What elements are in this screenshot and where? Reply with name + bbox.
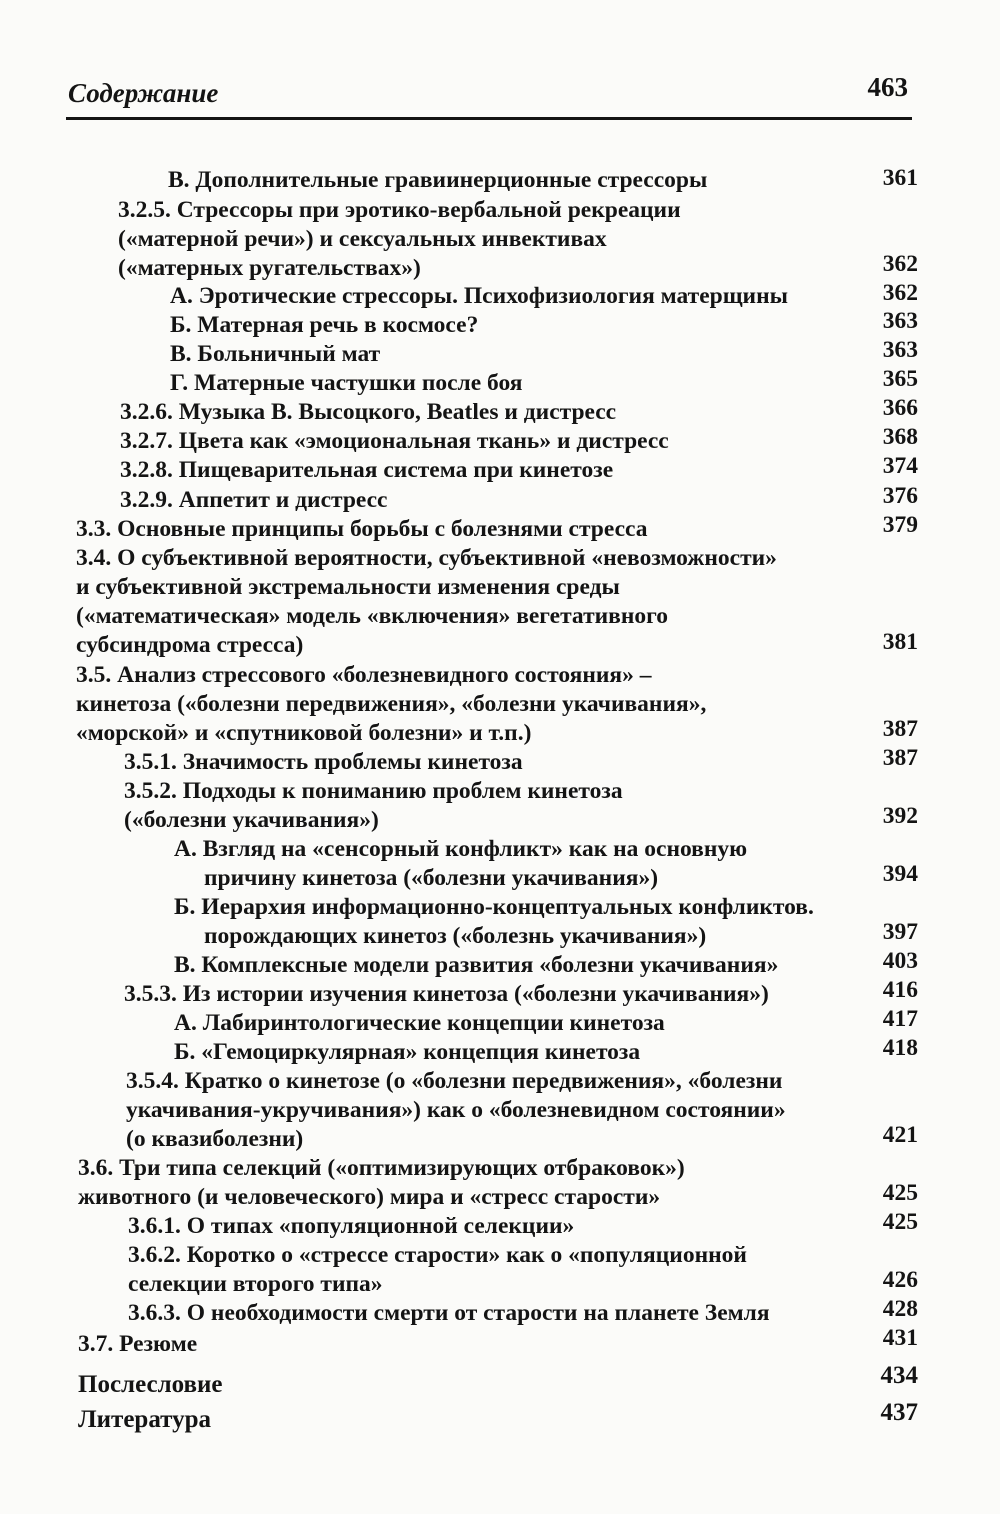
toc-entry-text: («математическая» модель «включения» вегетативного <box>76 603 668 629</box>
toc-entry-page: 361 <box>882 165 918 191</box>
toc-entry-page: 418 <box>882 1035 918 1061</box>
toc-entry-page: 434 <box>880 1362 918 1389</box>
running-head-title: Содержание <box>68 78 219 108</box>
toc-entry-page: 417 <box>882 1006 918 1032</box>
toc-entry-page: 421 <box>882 1122 918 1148</box>
toc-entry-text: 3.6.2. Коротко о «стрессе старости» как о «популяционной <box>128 1242 747 1268</box>
toc-entry-page: 426 <box>882 1267 918 1293</box>
toc-entry-page: 381 <box>882 629 918 655</box>
toc-entry-page: 392 <box>882 803 918 829</box>
toc-entry-text: А. Взгляд на «сенсорный конфликт» как на основную <box>174 836 748 862</box>
toc-entry-text: 3.2.5. Стрессоры при эротико-вербальной рекреации <box>118 197 681 223</box>
toc-entry-text: селекции второго типа» <box>128 1271 383 1297</box>
page-header <box>68 72 910 112</box>
toc-entry-text: («матерных ругательствах») <box>118 255 421 281</box>
toc-entry-page: 403 <box>882 948 918 974</box>
toc-entry-text: причину кинетоза («болезни укачивания») <box>204 865 659 891</box>
toc-entry-text: 3.7. Резюме <box>78 1331 198 1357</box>
toc-entry-text: 3.2.6. Музыка В. Высоцкого, Beatles и дистресс <box>120 399 617 425</box>
toc-entry-page: 368 <box>882 424 918 450</box>
toc-entry-text: 3.4. О субъективной вероятности, субъективной «невозможности» <box>76 545 777 571</box>
toc-entry-page: 387 <box>882 745 918 771</box>
toc-entry-page: 363 <box>882 308 918 334</box>
toc-entry-text: 3.2.7. Цвета как «эмоциональная ткань» и дистресс <box>120 428 669 454</box>
toc-entry-text: 3.5.3. Из истории изучения кинетоза («болезни укачивания») <box>124 981 769 1007</box>
toc-entry-page: 416 <box>882 977 918 1003</box>
toc-entry-text: А. Лабиринтологические концепции кинетоза <box>174 1010 665 1036</box>
toc-entry-text: 3.5.4. Кратко о кинетозе (о «болезни передвижения», «болезни <box>126 1068 783 1094</box>
toc-entry-page: 425 <box>882 1209 918 1235</box>
toc-entry-text: 3.6.1. О типах «популяционной селекции» <box>128 1213 575 1239</box>
toc-entry-text: укачивания-укручивания») как о «болезневидном состоянии» <box>126 1097 786 1123</box>
toc-entry-page: 374 <box>882 453 918 479</box>
toc-entry-text: А. Эротические стрессоры. Психофизиология матерщины <box>170 283 788 309</box>
toc-entry-text: В. Больничный мат <box>170 341 381 367</box>
toc-entry-text: порождающих кинетоз («болезнь укачивания») <box>204 923 707 949</box>
toc-entry-text: 3.2.9. Аппетит и дистресс <box>120 487 388 513</box>
toc-entry-text: 3.5.2. Подходы к пониманию проблем кинетоза <box>124 778 623 804</box>
page-number: 463 <box>867 72 908 102</box>
toc-entry-text: Литература <box>78 1406 212 1433</box>
toc-entry-page: 437 <box>880 1399 918 1426</box>
toc-entry-text: («матерной речи») и сексуальных инвективах <box>118 226 607 252</box>
toc-entry-text: Б. Иерархия информационно-концептуальных конфликтов. <box>174 894 814 920</box>
toc-entry-page: 387 <box>882 716 918 742</box>
toc-entry-text: 3.5. Анализ стрессового «болезневидного состояния» – <box>76 662 652 688</box>
toc-entry-page: 365 <box>882 366 918 392</box>
toc-entry-page: 379 <box>882 512 918 538</box>
toc-entry-text: Г. Матерные частушки после боя <box>170 370 523 396</box>
toc-entry-text: (о квазиболезни) <box>126 1126 304 1152</box>
header-divider <box>66 117 912 120</box>
toc-entry-text: «морской» и «спутниковой болезни» и т.п.) <box>76 720 532 746</box>
toc-entry-page: 425 <box>882 1180 918 1206</box>
toc-entry-text: Послесловие <box>78 1371 223 1398</box>
toc-entry-page: 397 <box>882 919 918 945</box>
toc-entry-page: 376 <box>882 483 918 509</box>
toc-entry-text: («болезни укачивания») <box>124 807 379 833</box>
toc-entry-text: В. Дополнительные гравиинерционные стрессоры <box>168 167 708 193</box>
toc-entry-page: 362 <box>882 251 918 277</box>
toc-entry-page: 363 <box>882 337 918 363</box>
toc-entry-text: кинетоза («болезни передвижения», «болезни укачивания», <box>76 691 707 717</box>
toc-entry-text: 3.3. Основные принципы борьбы с болезнями стресса <box>76 516 648 542</box>
toc-entry-page: 431 <box>882 1325 918 1351</box>
toc-entry-page: 362 <box>882 280 918 306</box>
toc-entry-text: и субъективной экстремальности изменения среды <box>76 574 620 600</box>
toc-entry-text: 3.5.1. Значимость проблемы кинетоза <box>124 749 523 775</box>
toc-entry-text: Б. «Гемоциркулярная» концепция кинетоза <box>174 1039 641 1065</box>
toc-entry-text: 3.6. Три типа селекций («оптимизирующих отбраковок») <box>78 1155 685 1181</box>
toc-entry-text: животного (и человеческого) мира и «стресс старости» <box>78 1184 661 1210</box>
toc-entry-text: 3.2.8. Пищеварительная система при кинетозе <box>120 457 614 483</box>
toc-entry-page: 428 <box>882 1296 918 1322</box>
toc-entry-text: 3.6.3. О необходимости смерти от старости на планете Земля <box>128 1300 770 1326</box>
toc-entry-text: В. Комплексные модели развития «болезни укачивания» <box>174 952 779 978</box>
toc-entry-page: 394 <box>882 861 918 887</box>
toc-entry-page: 366 <box>882 395 918 421</box>
toc-entry-text: Б. Матерная речь в космосе? <box>170 312 479 338</box>
toc-entry-text: субсиндрома стресса) <box>76 632 304 658</box>
